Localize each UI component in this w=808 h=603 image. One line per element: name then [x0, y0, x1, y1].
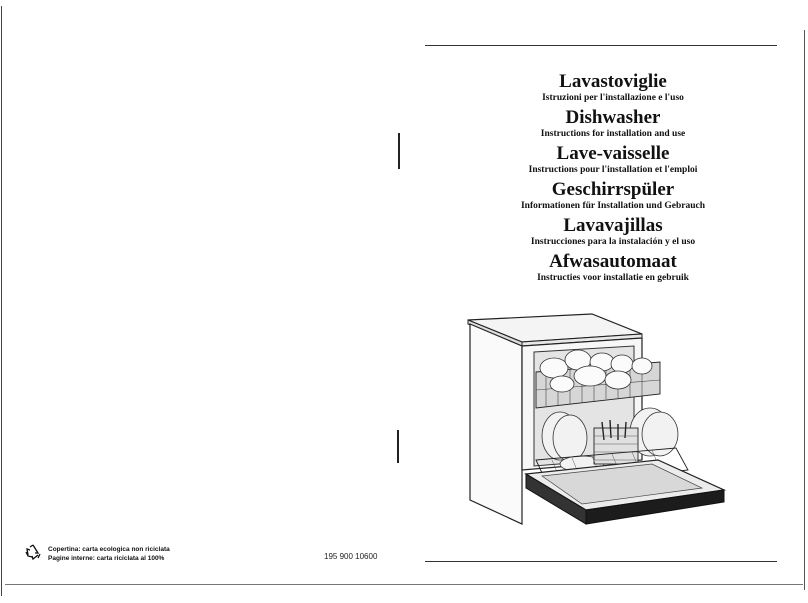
paper-note [48, 545, 170, 563]
recycle-icon [24, 543, 42, 561]
page-edge-bottom [5, 584, 803, 585]
title-french: Lave-vaisselle [556, 143, 670, 164]
title-english: Dishwasher [565, 107, 661, 128]
language-nl [440, 252, 786, 285]
subtitle-french: Instructions pour l'installation et l'emploi [528, 165, 698, 175]
language-de [440, 180, 786, 213]
title-dutch: Afwasautomaat [549, 251, 677, 272]
paper-note-inner: Pagine interne: carta riciclata al 100% [48, 555, 165, 562]
language-es [440, 216, 786, 249]
top-rule [425, 45, 777, 46]
page-edge-left [1, 6, 2, 596]
title-german: Geschirrspüler [551, 179, 675, 200]
language-en [440, 108, 786, 141]
title-block [440, 72, 786, 288]
subtitle-spanish: Instrucciones para la instalación y el uso [530, 237, 696, 247]
language-fr [440, 144, 786, 177]
subtitle-german: Informationen für Installation und Gebrauch [520, 201, 706, 211]
fold-mark-upper [398, 133, 400, 169]
fold-mark-lower [397, 430, 399, 463]
page-edge-right [804, 30, 805, 590]
dishwasher-illustration [462, 310, 734, 550]
language-it [440, 72, 786, 105]
subtitle-english: Instructions for installation and use [540, 129, 686, 139]
title-spanish: Lavavajillas [563, 215, 663, 236]
subtitle-dutch: Instructies voor installatie en gebruik [537, 273, 689, 283]
document-code: 195 900 10600 [324, 552, 378, 561]
subtitle-italian: Istruzioni per l'installazione e l'uso [542, 93, 684, 103]
title-italian: Lavastoviglie [559, 71, 667, 92]
paper-note-cover: Copertina: carta ecologica non riciclata [48, 546, 170, 553]
bottom-rule [425, 561, 777, 562]
